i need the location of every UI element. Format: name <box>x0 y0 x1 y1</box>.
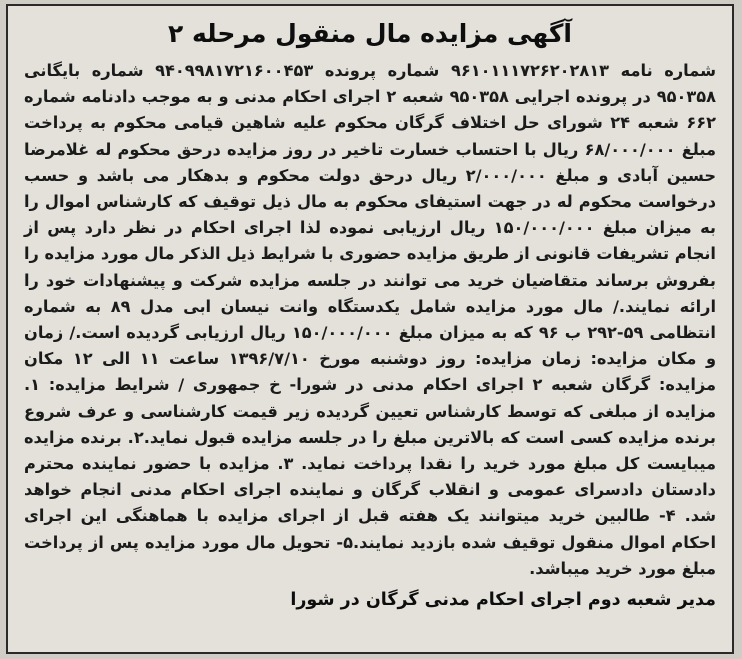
notice-signature: مدیر شعبه دوم اجرای احکام مدنی گرگان در شورا <box>290 590 716 611</box>
auction-notice <box>6 4 734 654</box>
notice-body: شماره نامه ۹۶۱۰۱۱۱۷۲۶۲۰۲۸۱۳ شماره پرونده ۹۴۰۹۹۸۱۷۲۱۶۰۰۴۵۳ شماره بایگانی ۹۵۰۳۵۸ در پرونده اجرایی ۹۵۰۳۵۸ شعبه ۲ اجرای احکام مدنی و به موجب دادنامه شماره ۶۶۲ شعبه ۲۴ شورای حل اختلاف گرگان محکوم علیه شاهین قیامی محکوم به پرداخت مبلغ ۶۸/۰۰۰/۰۰۰ ریال با احتساب خسارت تاخیر در روز مزایده درحق محکوم له غلامرضا حسین آبادی و مبلغ ۲/۰۰۰/۰۰۰ ریال درحق دولت محکوم و بدهکار می باشد و حسب درخواست محکوم له در جهت استیفای محکوم به مال ذیل توقیف که کارشناس اموال را به میزان مبلغ ۱۵۰/۰۰۰/۰۰۰ ریال ارزیابی نموده لذا اجرای احکام در نظر دارد پس از انجام تشریفات قانونی از طریق مزایده حضوری با شرایط ذیل الذکر مال مورد مزایده را بفروش برساند متقاضیان خرید می توانند در جلسه مزایده شرکت و پیشنهادات خود را ارائه نمایند./ مال مورد مزایده شامل یکدستگاه وانت نیسان ابی مدل ۸۹ به شماره انتظامی ۵۹-۲۹۲ ب ۹۶ که به میزان مبلغ ۱۵۰/۰۰۰/۰۰۰ ریال ارزیابی گردیده است./ زمان و مکان مزایده: زمان مزایده: روز دوشنبه مورخ ۱۳۹۶/۷/۱۰ ساعت ۱۱ الی ۱۲ مکان مزایده: گرگان شعبه ۲ اجرای احکام مدنی در شورا- خ جمهوری / شرایط مزایده: ۱. مزایده از مبلغی که توسط کارشناس تعیین گردیده زیر قیمت کارشناسی و عرف شروع برنده مزایده کسی است که بالاترین مبلغ را در جلسه مزایده قبول نماید.۲. برنده مزایده میبایست کل مبلغ مورد خرید را نقدا پرداخت نماید. ۳. مزایده با حضور نماینده محترم دادستان دادسرای عمومی و انقلاب گرگان و نماینده اجرای احکام مدنی انجام خواهد شد. ۴- طالبین خرید میتوانند یک هفته قبل از اجرای مزایده با هماهنگی این اجرای احکام اموال منقول توقیف شده بازدید نمایند.۵- تحویل مال مورد مزایده پس از پرداخت مبلغ مورد خرید میباشد. <box>24 61 717 578</box>
notice-title: آگهی مزایده مال منقول مرحله ۲ <box>168 19 572 48</box>
